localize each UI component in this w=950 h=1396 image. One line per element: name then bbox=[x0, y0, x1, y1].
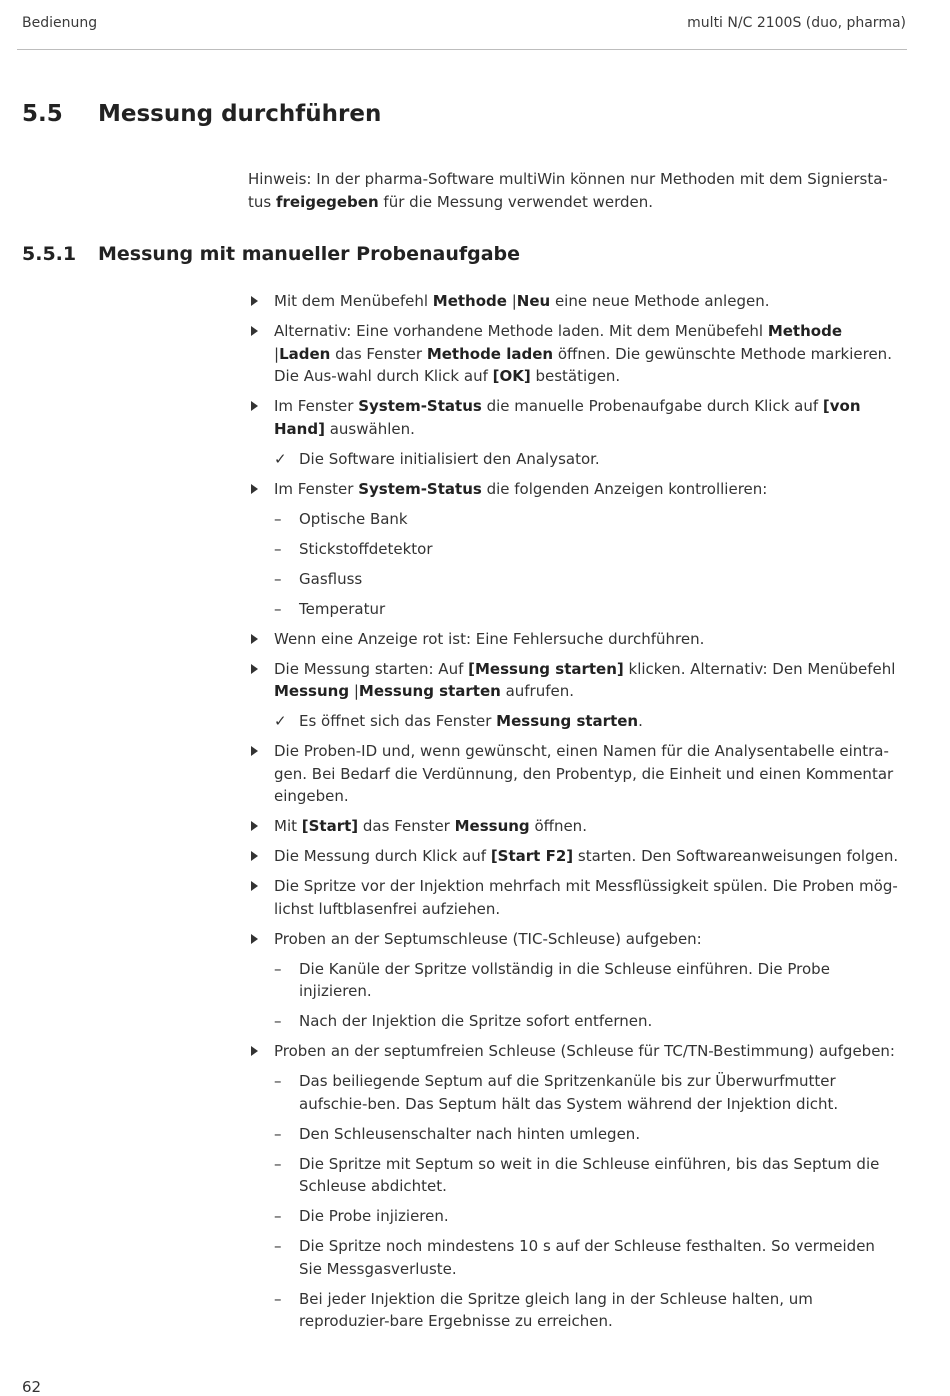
ui-term: [OK] bbox=[492, 367, 531, 385]
item-text bbox=[274, 480, 767, 498]
item-text bbox=[274, 660, 895, 701]
ui-term: Messung bbox=[274, 682, 350, 700]
item-text bbox=[274, 817, 587, 835]
dash-bullet: – bbox=[274, 1237, 282, 1255]
text-run: Die Messung durch Klick auf bbox=[274, 847, 491, 865]
text-run: Wenn eine Anzeige rot ist: Eine Fehlersuche durchführen. bbox=[274, 629, 705, 648]
step-item bbox=[248, 1040, 902, 1063]
text-run: öffnen. Die gewünschte Methode markieren. Die Aus-wahl durch Klick auf bbox=[274, 344, 892, 385]
dash-bullet: – bbox=[274, 569, 282, 588]
item-text bbox=[274, 322, 892, 385]
text-run: die manuelle Probenaufgabe durch Klick auf bbox=[481, 397, 823, 415]
text-run: Mit dem Menübefehl bbox=[274, 292, 433, 310]
text-run: Das beiliegende Septum auf die Spritzenkanüle bis zur Überwurfmutter aufschie-ben. Das Septum hält das System während der Injektion dicht. bbox=[299, 1072, 839, 1113]
item-text bbox=[274, 847, 898, 865]
dash-bullet: – bbox=[274, 539, 282, 558]
text-run: Mit bbox=[274, 817, 302, 835]
dash-item bbox=[274, 538, 902, 561]
subsection-title: Messung mit manueller Probenaufgabe bbox=[98, 243, 521, 265]
dash-item bbox=[274, 598, 902, 621]
step-item bbox=[248, 815, 902, 838]
dash-bullet: – bbox=[274, 1072, 282, 1090]
step-item bbox=[248, 478, 902, 501]
text-run: starten. Den Softwareanweisungen folgen. bbox=[573, 847, 899, 865]
text-run: Proben an der Septumschleuse (TIC-Schleuse) aufgeben: bbox=[274, 929, 702, 948]
dash-item bbox=[274, 1288, 902, 1333]
dash-bullet: – bbox=[274, 959, 282, 978]
dash-item bbox=[274, 958, 902, 1003]
item-text bbox=[299, 1125, 640, 1143]
header-product: multi N/C 2100S (duo, pharma) bbox=[687, 15, 906, 31]
text-run: eine neue Methode anlegen. bbox=[550, 292, 770, 310]
header-chapter: Bedienung bbox=[22, 15, 98, 31]
item-text bbox=[274, 877, 898, 918]
item-text bbox=[299, 1237, 875, 1278]
dash-bullet: – bbox=[274, 1154, 282, 1173]
text-run: Die Proben-ID und, wenn gewünscht, einen Namen für die Analysentabelle eintra-gen. Bei Bedarf die Verdünnung, den Probentyp, die Einheit und einen Kommentar eingeben. bbox=[274, 742, 894, 805]
text-run: Die Spritze noch mindestens 10 s auf der Schleuse festhalten. So vermeiden Sie Messgasverluste. bbox=[299, 1237, 875, 1278]
step-item bbox=[248, 928, 902, 951]
ui-term: Messung starten bbox=[496, 712, 639, 730]
item-text bbox=[299, 1207, 449, 1225]
section-title: Messung durchführen bbox=[98, 101, 382, 127]
item-text bbox=[274, 630, 704, 648]
text-run: Stickstoffdetektor bbox=[299, 539, 433, 558]
hint-text-pre: Hinweis: In der pharma-Software multiWin können nur Methoden mit dem Signiersta-tus bbox=[248, 170, 888, 211]
step-item bbox=[248, 740, 902, 808]
dash-item bbox=[274, 1153, 902, 1198]
text-run: Im Fenster bbox=[274, 397, 359, 415]
dash-item bbox=[274, 1010, 902, 1033]
item-text bbox=[299, 960, 830, 1001]
item-text bbox=[299, 510, 408, 528]
dash-bullet: – bbox=[274, 1012, 282, 1030]
text-run: Die Software initialisiert den Analysator. bbox=[299, 449, 600, 468]
dash-bullet: – bbox=[274, 1207, 282, 1225]
dash-bullet: – bbox=[274, 1289, 282, 1308]
ui-term: System-Status bbox=[358, 479, 482, 498]
section-number: 5.5 bbox=[22, 101, 63, 127]
header-divider bbox=[17, 49, 907, 50]
step-item bbox=[248, 658, 902, 703]
ui-term: Methode bbox=[767, 322, 842, 340]
hint-text-bold: freigegeben bbox=[275, 192, 379, 211]
text-run: | bbox=[274, 344, 280, 363]
item-text bbox=[299, 1072, 838, 1113]
ui-term: Messung starten bbox=[358, 682, 501, 700]
ui-term: [Messung starten] bbox=[468, 659, 624, 678]
step-item bbox=[248, 845, 902, 868]
ui-term: [Start F2] bbox=[490, 847, 574, 865]
dash-item bbox=[274, 508, 902, 531]
ui-term: Methode laden bbox=[426, 344, 554, 363]
text-run: Die Spritze mit Septum so weit in die Schleuse einführen, bis das Septum die Schleuse abdichtet. bbox=[299, 1154, 880, 1195]
dash-bullet: – bbox=[274, 599, 282, 618]
item-text bbox=[299, 1012, 652, 1030]
step-item bbox=[248, 320, 902, 388]
text-run: Die Spritze vor der Injektion mehrfach mit Messflüssigkeit spülen. Die Proben mög-lichst luftblasenfrei aufziehen. bbox=[274, 877, 898, 918]
text-run: Optische Bank bbox=[299, 509, 408, 528]
subsection-number: 5.5.1 bbox=[22, 243, 77, 265]
item-text bbox=[274, 742, 893, 805]
ui-term: [Start] bbox=[301, 817, 359, 835]
text-run: . bbox=[638, 712, 643, 730]
ui-term: Laden bbox=[279, 344, 331, 363]
step-item bbox=[248, 628, 902, 651]
checkmark-icon: ✓ bbox=[274, 449, 287, 468]
text-run: Die Probe injizieren. bbox=[299, 1207, 449, 1225]
item-text bbox=[299, 540, 432, 558]
checkmark-icon: ✓ bbox=[274, 712, 287, 730]
item-text bbox=[274, 397, 861, 438]
dash-item bbox=[274, 1205, 902, 1228]
dash-item bbox=[274, 1235, 902, 1280]
item-text bbox=[299, 1290, 813, 1331]
ui-term: System-Status bbox=[358, 397, 482, 415]
item-text bbox=[299, 570, 362, 588]
text-run: Im Fenster bbox=[274, 479, 359, 498]
text-run: Die Kanüle der Spritze vollständig in die Schleuse einführen. Die Probe injizieren. bbox=[299, 959, 830, 1000]
step-item bbox=[248, 395, 902, 440]
step-item bbox=[248, 290, 902, 313]
text-run: Bei jeder Injektion die Spritze gleich lang in der Schleuse halten, um reproduzier-bare Ergebnisse zu erreichen. bbox=[299, 1289, 813, 1330]
text-run: Nach der Injektion die Spritze sofort entfernen. bbox=[299, 1012, 653, 1030]
text-run: auswählen. bbox=[324, 419, 415, 438]
ui-term: Messung bbox=[454, 817, 530, 835]
item-text bbox=[274, 1042, 895, 1060]
dash-bullet: – bbox=[274, 1124, 282, 1143]
ui-term: Neu bbox=[516, 292, 551, 310]
text-run: aufrufen. bbox=[500, 682, 575, 700]
result-item bbox=[274, 448, 902, 471]
dash-item bbox=[274, 1123, 902, 1146]
text-run: bestätigen. bbox=[530, 367, 621, 385]
instruction-list bbox=[248, 290, 902, 1340]
text-run: Den Schleusenschalter nach hinten umlegen. bbox=[299, 1124, 641, 1143]
text-run: das Fenster bbox=[330, 344, 427, 363]
text-run: | bbox=[506, 292, 517, 310]
item-text bbox=[299, 450, 600, 468]
item-text bbox=[299, 1155, 879, 1196]
dash-item bbox=[274, 568, 902, 591]
dash-bullet: – bbox=[274, 509, 282, 528]
ui-term: [von Hand] bbox=[274, 397, 861, 438]
hint-note bbox=[248, 168, 896, 213]
result-item bbox=[274, 710, 902, 733]
item-text bbox=[274, 930, 702, 948]
text-run: Gasfluss bbox=[299, 569, 363, 588]
text-run: Proben an der septumfreien Schleuse (Schleuse für TC/TN-Bestimmung) aufgeben: bbox=[274, 1042, 895, 1060]
ui-term: Methode bbox=[432, 292, 507, 310]
text-run: Alternativ: Eine vorhandene Methode laden. Mit dem Menübefehl bbox=[274, 322, 768, 340]
item-text bbox=[299, 600, 385, 618]
text-run: | bbox=[349, 682, 359, 700]
step-item bbox=[248, 875, 902, 920]
text-run: Die Messung starten: Auf bbox=[274, 659, 469, 678]
item-text bbox=[274, 292, 769, 310]
text-run: Es öffnet sich das Fenster bbox=[299, 712, 497, 730]
page-number: 62 bbox=[22, 1378, 42, 1396]
text-run: die folgenden Anzeigen kontrollieren: bbox=[481, 479, 768, 498]
dash-item bbox=[274, 1070, 902, 1115]
item-text bbox=[299, 712, 643, 730]
text-run: das Fenster bbox=[358, 817, 455, 835]
text-run: Temperatur bbox=[299, 599, 386, 618]
hint-text-post: für die Messung verwendet werden. bbox=[378, 192, 654, 211]
text-run: öffnen. bbox=[529, 817, 587, 835]
text-run: klicken. Alternativ: Den Menübefehl bbox=[623, 659, 896, 678]
